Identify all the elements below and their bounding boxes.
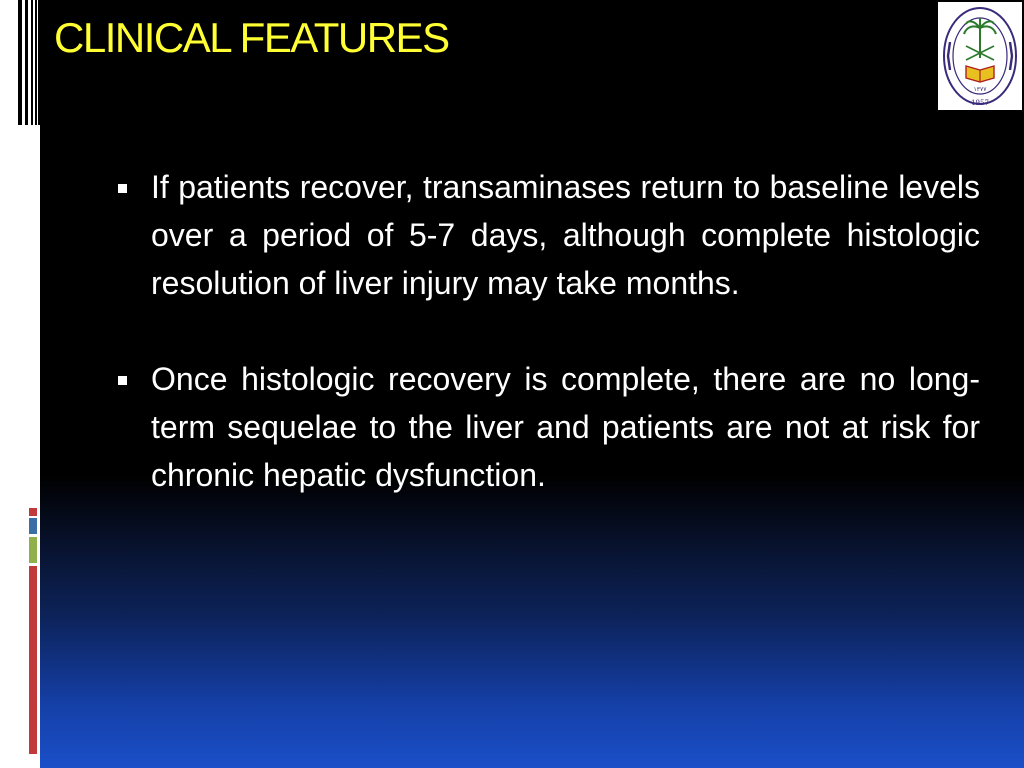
bullet-text: Once histologic recovery is complete, there are no long-term sequelae to the liver and patients are not at risk for chronic hepatic dysfunction. bbox=[151, 361, 980, 493]
accent-bar-red-long bbox=[29, 566, 37, 754]
accent-bar-red-small bbox=[29, 508, 37, 516]
square-bullet-icon bbox=[112, 355, 151, 403]
accent-bar-green bbox=[29, 537, 37, 563]
accent-bar-blue bbox=[29, 518, 37, 534]
top-left-stripes bbox=[0, 0, 40, 125]
svg-text:١٣٧٧: ١٣٧٧ bbox=[973, 86, 987, 93]
bullet-item bbox=[112, 163, 980, 307]
slide-title: CLINICAL FEATURES bbox=[54, 14, 449, 61]
university-emblem-icon bbox=[938, 2, 1022, 110]
bullet-text: If patients recover, transaminases return to baseline levels over a period of 5-7 days, although complete histologic resolution of liver injury may take months. bbox=[151, 169, 980, 301]
square-bullet-icon bbox=[112, 163, 151, 211]
svg-text:1957: 1957 bbox=[971, 99, 989, 107]
university-logo bbox=[938, 2, 1022, 110]
bullet-list bbox=[112, 163, 980, 547]
bullet-item bbox=[112, 355, 980, 499]
